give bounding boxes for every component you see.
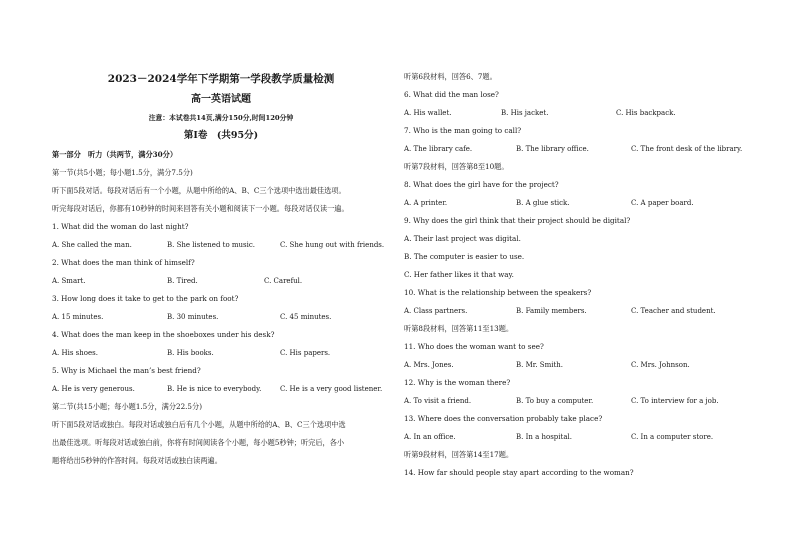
option-c: C. To interview for a job. (631, 397, 719, 405)
question-3-options (52, 308, 390, 326)
section2-heading: 第二节(共15小题；每小题1.5分，满分22.5分) (52, 402, 203, 411)
right-column (404, 68, 744, 482)
option-c: C. Careful. (264, 277, 303, 285)
option-b: B. She listened to music. (167, 241, 256, 249)
section1-instruction-2: 听完每段对话后，你都有10秒钟的时间来回答有关小题和阅读下一小题。每段对话仅读一遍。 (52, 204, 349, 213)
option-c: C. A paper board. (631, 199, 694, 207)
option-b: B. He is nice to everybody. (167, 385, 262, 393)
option-b: B. His books. (167, 349, 214, 357)
question-5: 5. Why is Michael the man’s best friend? (52, 366, 201, 375)
option-b: B. Family members. (516, 307, 587, 315)
option-a: A. She called the man. (52, 241, 132, 249)
option-c: C. Mrs. Johnson. (631, 361, 690, 369)
question-1-options (52, 236, 390, 254)
option-c: C. His papers. (280, 349, 331, 357)
option-a: A. The library cafe. (404, 145, 473, 153)
question-11: 11. Who does the woman want to see? (404, 342, 544, 351)
option-a: A. His shoes. (52, 349, 98, 357)
exam-note: 注意：本试卷共14页,满分150分,时间120分钟 (148, 114, 294, 122)
option-c: C. The front desk of the library. (631, 145, 743, 153)
question-14: 14. How far should people stay apart according to the woman? (404, 468, 634, 477)
option-c: C. In a computer store. (631, 433, 714, 441)
section1-heading: 第一节(共5小题；每小题1.5分，满分7.5分) (52, 168, 193, 177)
option-b: B. His jacket. (501, 109, 549, 117)
question-10-options (404, 302, 744, 320)
option-a: A. Their last project was digital. (404, 234, 521, 243)
question-6-options (404, 104, 744, 122)
option-b: B. The library office. (516, 145, 589, 153)
question-2-options (52, 272, 390, 290)
option-c: C. He is a very good listener. (280, 385, 383, 393)
option-b: B. In a hospital. (516, 433, 572, 441)
option-b: B. Tired. (167, 277, 198, 285)
option-a: A. His wallet. (404, 109, 452, 117)
question-7-options (404, 140, 744, 158)
option-a: A. Smart. (52, 277, 86, 285)
question-13: 13. Where does the conversation probably take place? (404, 414, 603, 423)
option-c: C. 45 minutes. (280, 313, 332, 321)
exam-title: 2023－2024学年下学期第一学段教学质量检测 (107, 73, 335, 85)
question-1: 1. What did the woman do last night? (52, 222, 189, 231)
option-b: B. A glue stick. (516, 199, 570, 207)
option-a: A. Mrs. Jones. (404, 361, 454, 369)
volume-heading: 第Ⅰ卷 (共95分) (183, 130, 259, 141)
material-6-heading: 听第6段材料，回答6、7题。 (404, 72, 497, 81)
option-a: A. In an office. (404, 433, 456, 441)
left-column (52, 68, 390, 470)
option-a: A. A printer. (404, 199, 448, 207)
question-12-options (404, 392, 744, 410)
option-b: B. Mr. Smith. (516, 361, 564, 369)
section1-instruction-1: 听下面5段对话。每段对话后有一个小题，从题中所给的A、B、C三个选项中选出最佳选项。 (52, 186, 346, 195)
question-6: 6. What did the man lose? (404, 90, 499, 99)
option-a: A. To visit a friend. (404, 397, 472, 405)
exam-subject: 高一英语试题 (191, 94, 251, 105)
question-12: 12. Why is the woman there? (404, 378, 511, 387)
part1-heading: 第一部分 听力（共两节，满分30分） (52, 150, 178, 159)
option-c: C. Teacher and student. (631, 307, 716, 315)
question-9: 9. Why does the girl think that their project should be digital? (404, 216, 631, 225)
question-8: 8. What does the girl have for the project? (404, 180, 559, 189)
question-3: 3. How long does it take to get to the park on foot? (52, 294, 239, 303)
question-11-options (404, 356, 744, 374)
option-c: C. She hung out with friends. (280, 241, 385, 249)
option-b: B. 30 minutes. (167, 313, 219, 321)
option-a: A. He is very generous. (52, 385, 135, 393)
section2-instruction-3: 题将给出5秒钟的作答时间。每段对话或独白读两遍。 (52, 456, 222, 465)
option-c: C. Her father likes it that way. (404, 270, 514, 279)
question-13-options (404, 428, 744, 446)
option-b: B. The computer is easier to use. (404, 252, 525, 261)
question-2: 2. What does the man think of himself? (52, 258, 195, 267)
question-4: 4. What does the man keep in the shoeboxes under his desk? (52, 330, 275, 339)
section2-instruction-1: 听下面5段对话或独白。每段对话或独白后有几个小题，从题中所给的A、B、C三个选项中选 (52, 420, 346, 429)
option-a: A. 15 minutes. (52, 313, 104, 321)
material-7-heading: 听第7段材料，回答第8至10题。 (404, 162, 509, 171)
question-4-options (52, 344, 390, 362)
material-9-heading: 听第9段材料，回答第14至17题。 (404, 450, 514, 459)
question-8-options (404, 194, 744, 212)
section2-instruction-2: 出最佳选项。听每段对话或独白前，你将有时间阅读各个小题，每小题5秒钟；听完后，各小 (52, 438, 345, 447)
option-b: B. To buy a computer. (516, 397, 594, 405)
question-7: 7. Who is the man going to call? (404, 126, 522, 135)
material-8-heading: 听第8段材料，回答第11至13题。 (404, 324, 514, 333)
option-c: C. His backpack. (616, 109, 676, 117)
option-a: A. Class partners. (404, 307, 468, 315)
question-10: 10. What is the relationship between the speakers? (404, 288, 592, 297)
question-5-options (52, 380, 390, 398)
